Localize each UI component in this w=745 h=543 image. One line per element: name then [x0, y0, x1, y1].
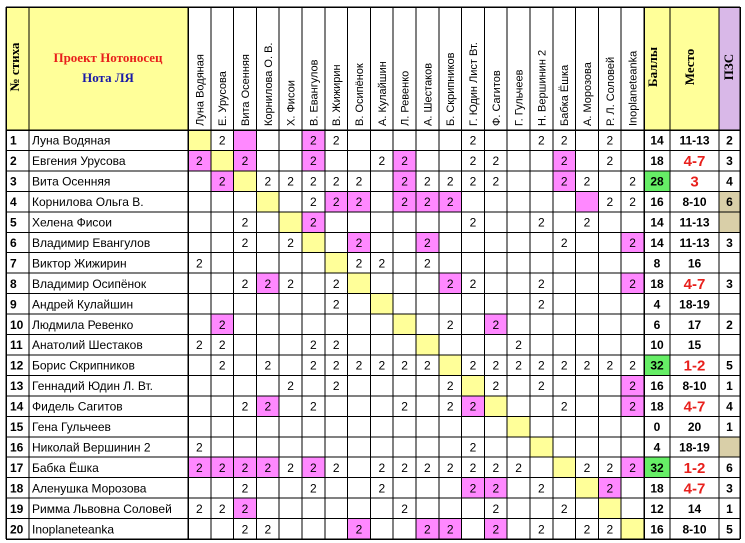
- vote-value: 2: [606, 195, 614, 210]
- row-number: 14: [10, 399, 24, 414]
- place-value: 1-2: [683, 357, 706, 375]
- vote-value: 2: [310, 195, 317, 210]
- vote-value: 2: [560, 501, 568, 516]
- ips-highlight: [719, 437, 740, 457]
- vote-value: 2: [401, 358, 408, 373]
- vote-value: 2: [606, 522, 614, 537]
- ips-value: 4: [726, 174, 733, 189]
- vote-value: 2: [492, 460, 500, 475]
- vote-value: 2: [446, 276, 454, 291]
- ips-highlight: [719, 212, 740, 232]
- author-name: Гена Гульчеев: [32, 420, 111, 435]
- total-score: 0: [653, 420, 661, 435]
- vote-value: 2: [218, 338, 226, 353]
- vote-value: 2: [355, 256, 363, 271]
- self-cell: [530, 437, 553, 457]
- vote-value: 2: [241, 460, 249, 475]
- project-title: Проект Нотоносец: [53, 50, 163, 65]
- author-name: Аленушка Морозова: [32, 481, 147, 496]
- vote-value: 2: [241, 501, 249, 516]
- vote-value: 2: [355, 235, 363, 250]
- vote-value: 2: [241, 154, 249, 169]
- vote-value: 2: [538, 215, 545, 230]
- place-value: 4-7: [683, 153, 706, 171]
- vote-value: 2: [629, 195, 636, 210]
- place-value: 4-7: [683, 275, 706, 293]
- vote-value: 2: [287, 379, 294, 394]
- vote-value: 2: [629, 460, 636, 475]
- vote-value: 2: [310, 481, 317, 496]
- vote-value: 2: [378, 358, 386, 373]
- vote-value: 2: [560, 399, 568, 414]
- ips-value: 6: [726, 195, 733, 210]
- vote-value: 2: [492, 481, 500, 496]
- self-cell: [416, 335, 439, 355]
- vote-value: 2: [355, 174, 363, 189]
- vote-value: 2: [218, 501, 226, 516]
- vote-value: 2: [264, 276, 272, 291]
- vote-value: 2: [492, 317, 500, 332]
- place-value: 14: [687, 501, 702, 516]
- column-header: В. Евангулов: [308, 59, 321, 126]
- vote-value: 2: [469, 133, 477, 148]
- vote-value: 2: [401, 501, 408, 516]
- vote-value: 2: [560, 358, 568, 373]
- column-header: Ф. Сагитов: [490, 70, 503, 126]
- vote-value: 2: [492, 501, 500, 516]
- total-score: 12: [650, 501, 664, 516]
- vote-value: 2: [287, 276, 294, 291]
- pink-cell: [234, 130, 257, 150]
- row-number: 19: [10, 501, 24, 516]
- vote-value: 2: [606, 133, 614, 148]
- vote-value: 2: [583, 460, 591, 475]
- vote-value: 2: [538, 522, 545, 537]
- vote-value: 2: [378, 481, 386, 496]
- ips-value: 5: [726, 358, 733, 373]
- vote-value: 2: [355, 358, 363, 373]
- pink-cell: [576, 191, 599, 211]
- column-header: А. Кулайшин: [376, 61, 389, 126]
- self-cell: [370, 294, 393, 314]
- vote-value: 2: [355, 195, 363, 210]
- column-header: Н. Вершинин 2: [536, 49, 549, 126]
- row-number: 4: [10, 195, 17, 210]
- author-name: Евгения Урусова: [32, 154, 126, 169]
- self-cell: [507, 416, 530, 436]
- vote-value: 2: [264, 399, 272, 414]
- vote-value: 2: [629, 399, 636, 414]
- total-score: 14: [650, 235, 664, 250]
- place-value: 11-13: [679, 215, 710, 230]
- vote-value: 2: [424, 460, 431, 475]
- place-value: 8-10: [682, 195, 707, 210]
- column-header: А. Шестаков: [422, 62, 435, 126]
- column-header: Луна Водяная: [194, 54, 207, 126]
- vote-value: 2: [492, 358, 500, 373]
- vote-value: 2: [629, 276, 636, 291]
- vote-value: 2: [264, 358, 272, 373]
- vote-value: 2: [469, 481, 477, 496]
- total-score: 16: [650, 195, 664, 210]
- vote-value: 2: [196, 501, 203, 516]
- vote-value: 2: [606, 358, 614, 373]
- author-name: Вита Осенняя: [32, 174, 111, 189]
- vote-value: 2: [196, 338, 203, 353]
- vote-value: 2: [310, 338, 317, 353]
- column-header: Б. Скрипников: [445, 52, 458, 126]
- place-value: 15: [687, 338, 702, 353]
- self-cell: [279, 212, 302, 232]
- vote-value: 2: [401, 174, 408, 189]
- self-cell: [302, 232, 325, 252]
- vote-value: 2: [469, 174, 477, 189]
- self-cell: [211, 150, 234, 170]
- ips-value: 3: [726, 276, 733, 291]
- vote-value: 2: [401, 195, 408, 210]
- total-score: 18: [650, 154, 664, 169]
- total-score: 32: [650, 460, 664, 475]
- author-name: Владимир Осипёнок: [32, 276, 147, 291]
- row-number: 1: [10, 133, 17, 148]
- ips-value: 1: [726, 379, 733, 394]
- vote-value: 2: [196, 440, 203, 455]
- author-name: Римма Львовна Соловей: [32, 501, 172, 516]
- vote-value: 2: [332, 174, 340, 189]
- vote-value: 2: [560, 154, 568, 169]
- vote-value: 2: [446, 195, 454, 210]
- vote-value: 2: [332, 358, 340, 373]
- vote-value: 2: [287, 460, 294, 475]
- row-number: 17: [10, 460, 24, 475]
- score-header: Баллы: [645, 47, 660, 87]
- vote-value: 2: [264, 522, 272, 537]
- place-value: 8-10: [682, 379, 707, 394]
- vote-value: 2: [332, 460, 340, 475]
- vote-value: 2: [538, 276, 545, 291]
- total-score: 14: [650, 133, 664, 148]
- row-number: 9: [10, 297, 17, 312]
- vote-value: 2: [492, 154, 500, 169]
- vote-value: 2: [287, 235, 294, 250]
- ips-value: 2: [726, 133, 733, 148]
- self-cell: [234, 171, 257, 191]
- vote-value: 2: [378, 256, 386, 271]
- vote-value: 2: [446, 174, 454, 189]
- vote-value: 2: [310, 460, 317, 475]
- row-number: 5: [10, 215, 17, 230]
- vote-value: 2: [241, 215, 249, 230]
- row-number: 12: [10, 358, 24, 373]
- column-header: Вита Осенняя: [240, 54, 252, 126]
- vote-value: 2: [332, 297, 340, 312]
- ips-value: 3: [726, 154, 733, 169]
- row-number: 13: [10, 379, 24, 394]
- place-value: 11-13: [679, 235, 710, 250]
- self-cell: [439, 355, 462, 375]
- total-score: 16: [650, 522, 664, 537]
- column-header: Г. Гульчеев: [513, 69, 526, 126]
- column-header: Х. Фисои: [285, 80, 298, 126]
- vote-value: 2: [196, 154, 203, 169]
- vote-value: 2: [378, 460, 386, 475]
- column-header: Корнилова О. В.: [262, 42, 275, 126]
- vote-value: 2: [310, 154, 317, 169]
- vote-value: 2: [515, 358, 522, 373]
- row-number: 11: [10, 338, 23, 353]
- ips-value: 3: [726, 235, 733, 250]
- author-name: Геннадий Юдин Л. Вт.: [32, 379, 153, 394]
- author-name: Корнилова Ольга В.: [32, 195, 144, 210]
- vote-value: 2: [606, 154, 614, 169]
- total-score: 6: [653, 317, 661, 332]
- author-name: Inoplaneteanka: [32, 522, 115, 537]
- column-header: Е. Урусова: [217, 71, 230, 126]
- place-header: Место: [682, 48, 697, 86]
- place-value: 3: [690, 173, 699, 191]
- column-header: Inoplaneteanka: [627, 50, 640, 126]
- total-score: 28: [650, 174, 664, 189]
- vote-value: 2: [241, 399, 249, 414]
- vote-value: 2: [424, 174, 431, 189]
- total-score: 18: [650, 399, 664, 414]
- self-cell: [621, 519, 644, 539]
- place-value: 18-19: [679, 297, 710, 312]
- row-number: 3: [10, 174, 17, 189]
- ips-header: ПЗС: [721, 53, 736, 81]
- vote-value: 2: [218, 133, 226, 148]
- vote-value: 2: [469, 358, 477, 373]
- self-cell: [484, 396, 507, 416]
- row-number: 7: [10, 256, 17, 271]
- vote-value: 2: [241, 481, 249, 496]
- vote-value: 2: [446, 460, 454, 475]
- author-name: Анатолий Шестаков: [32, 338, 143, 353]
- vote-value: 2: [424, 522, 431, 537]
- self-cell: [348, 273, 371, 293]
- header-bg-title: [29, 7, 188, 130]
- vote-value: 2: [629, 379, 636, 394]
- row-number-header: № стиха: [7, 42, 22, 92]
- author-name: Андрей Кулайшин: [32, 297, 134, 312]
- vote-value: 2: [218, 317, 226, 332]
- total-score: 14: [650, 215, 664, 230]
- self-cell: [393, 314, 416, 334]
- ips-value: 1: [726, 501, 733, 516]
- vote-value: 2: [401, 154, 408, 169]
- row-number: 18: [10, 481, 24, 496]
- vote-value: 2: [424, 358, 431, 373]
- vote-value: 2: [560, 133, 568, 148]
- vote-value: 2: [287, 174, 294, 189]
- vote-value: 2: [492, 522, 500, 537]
- total-score: 4: [653, 297, 661, 312]
- vote-value: 2: [560, 235, 568, 250]
- column-header: Г. Юдин Лист Вт.: [468, 42, 480, 126]
- vote-value: 2: [606, 460, 614, 475]
- author-name: Борис Скрипников: [32, 358, 135, 373]
- column-header: В. Жижирин: [331, 64, 344, 126]
- vote-value: 2: [196, 256, 203, 271]
- column-header: Бабка Ёшка: [559, 64, 572, 126]
- place-value: 20: [687, 420, 702, 435]
- vote-value: 2: [218, 358, 226, 373]
- vote-value: 2: [446, 399, 454, 414]
- vote-value: 2: [492, 379, 500, 394]
- vote-value: 2: [515, 338, 522, 353]
- vote-value: 2: [446, 379, 454, 394]
- vote-value: 2: [446, 317, 454, 332]
- vote-value: 2: [241, 522, 249, 537]
- vote-value: 2: [310, 358, 317, 373]
- vote-value: 2: [332, 133, 340, 148]
- total-score: 18: [650, 276, 664, 291]
- total-score: 10: [650, 338, 664, 353]
- vote-value: 2: [538, 133, 545, 148]
- row-number: 2: [10, 154, 17, 169]
- vote-value: 2: [469, 154, 477, 169]
- row-number: 15: [10, 420, 24, 435]
- total-score: 18: [650, 481, 664, 496]
- vote-value: 2: [583, 522, 591, 537]
- vote-value: 2: [469, 276, 477, 291]
- row-number: 10: [10, 317, 24, 332]
- vote-value: 2: [469, 460, 477, 475]
- place-value: 11-13: [679, 133, 710, 148]
- vote-value: 2: [310, 174, 317, 189]
- author-name: Виктор Жижирин: [32, 256, 127, 271]
- vote-value: 2: [424, 256, 431, 271]
- vote-value: 2: [538, 379, 545, 394]
- total-score: 16: [650, 379, 664, 394]
- vote-value: 2: [218, 460, 226, 475]
- vote-value: 2: [378, 154, 386, 169]
- author-name: Николай Вершинин 2: [32, 440, 151, 455]
- total-score: 4: [653, 440, 661, 455]
- vote-value: 2: [332, 195, 340, 210]
- vote-value: 2: [401, 460, 408, 475]
- vote-value: 2: [515, 460, 522, 475]
- ips-value: 4: [726, 399, 733, 414]
- vote-value: 2: [538, 297, 545, 312]
- place-value: 1-2: [683, 459, 706, 477]
- vote-value: 2: [606, 481, 614, 496]
- vote-value: 2: [538, 358, 545, 373]
- vote-value: 2: [310, 215, 317, 230]
- vote-value: 2: [560, 174, 568, 189]
- ips-value: 2: [726, 317, 733, 332]
- ips-value: 1: [726, 420, 733, 435]
- vote-value: 2: [241, 276, 249, 291]
- vote-value: 2: [264, 174, 272, 189]
- row-number: 20: [10, 522, 24, 537]
- vote-value: 2: [629, 358, 636, 373]
- row-number: 6: [10, 235, 17, 250]
- place-value: 8-10: [682, 522, 707, 537]
- ips-value: 5: [726, 522, 733, 537]
- row-number: 8: [10, 276, 17, 291]
- vote-value: 2: [310, 133, 317, 148]
- self-cell: [553, 457, 576, 477]
- place-value: 16: [687, 256, 702, 271]
- place-value: 4-7: [683, 480, 706, 498]
- column-header: Р. Л. Соловей: [604, 56, 617, 126]
- column-header: В. Осипёнок: [354, 63, 366, 126]
- project-subtitle: Нота ЛЯ: [82, 70, 134, 85]
- place-value: 17: [687, 317, 702, 332]
- ips-value: 6: [726, 460, 733, 475]
- vote-value: 2: [424, 195, 431, 210]
- vote-value: 2: [583, 174, 591, 189]
- author-name: Бабка Ёшка: [32, 460, 99, 475]
- vote-value: 2: [310, 399, 317, 414]
- column-header: А. Морозова: [582, 62, 594, 126]
- self-cell: [576, 478, 599, 498]
- row-number: 16: [10, 440, 24, 455]
- self-cell: [462, 375, 485, 395]
- author-name: Владимир Евангулов: [32, 235, 151, 250]
- vote-value: 2: [355, 522, 363, 537]
- ips-value: 3: [726, 481, 733, 496]
- self-cell: [188, 130, 211, 150]
- author-name: Луна Водяная: [32, 133, 111, 148]
- vote-value: 2: [446, 522, 454, 537]
- vote-value: 2: [583, 358, 591, 373]
- vote-value: 2: [492, 174, 500, 189]
- vote-value: 2: [264, 460, 272, 475]
- total-score: 8: [653, 256, 661, 271]
- self-cell: [325, 253, 348, 273]
- author-name: Фидель Сагитов: [32, 399, 123, 414]
- place-value: 4-7: [683, 398, 706, 416]
- vote-value: 2: [629, 174, 636, 189]
- total-score: 32: [650, 358, 664, 373]
- author-name: Людмила Ревенко: [32, 317, 134, 332]
- author-name: Хелена Фисои: [32, 215, 112, 230]
- vote-value: 2: [241, 235, 249, 250]
- vote-value: 2: [196, 460, 203, 475]
- vote-value: 2: [332, 276, 340, 291]
- vote-value: 2: [469, 215, 477, 230]
- vote-value: 2: [629, 235, 636, 250]
- vote-value: 2: [538, 481, 545, 496]
- vote-value: 2: [469, 399, 477, 414]
- vote-value: 2: [401, 399, 408, 414]
- vote-value: 2: [218, 174, 226, 189]
- self-cell: [256, 191, 279, 211]
- place-value: 18-19: [679, 440, 710, 455]
- vote-value: 2: [332, 379, 340, 394]
- vote-value: 2: [469, 440, 477, 455]
- self-cell: [598, 498, 621, 518]
- column-header: Л. Ревенко: [399, 70, 412, 126]
- vote-value: 2: [424, 235, 431, 250]
- vote-value: 2: [583, 215, 591, 230]
- vote-value: 2: [332, 338, 340, 353]
